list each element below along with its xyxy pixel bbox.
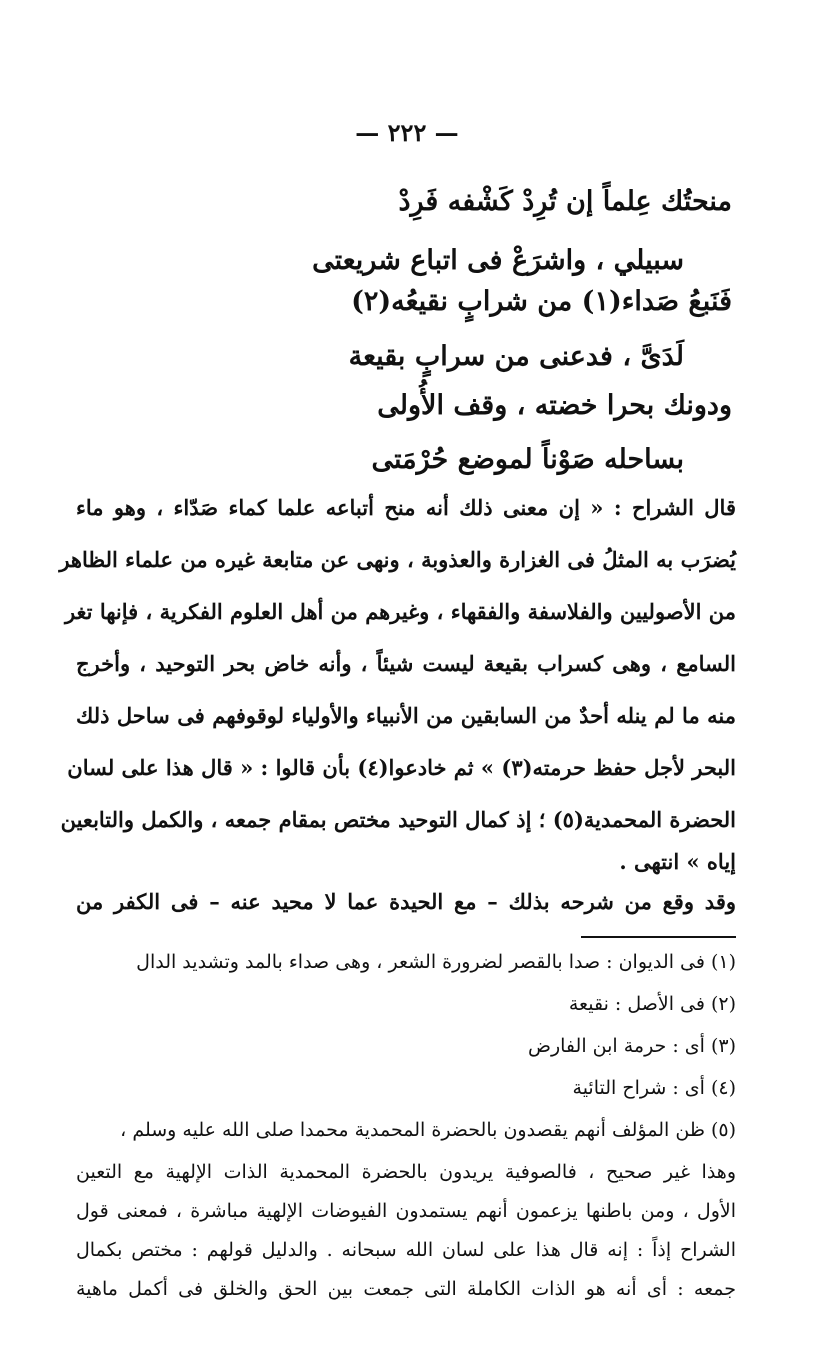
commentary-line: من الأصوليين والفلاسفة والفقهاء ، وغيرهم من أهل العلوم الفكرية ، فإنها تغر: [64, 599, 736, 624]
footnote-text: أى : شراح التائية: [572, 1077, 705, 1099]
footnote-number: (٣): [710, 1035, 736, 1057]
commentary-line: منه ما لم ينله أحدٌ من السابقين من الأنبياء والأولياء لوقوفهم فى ساحل ذلك: [76, 703, 736, 728]
footnote-number: (٢): [710, 993, 736, 1015]
verse-line: بساحله صَوْناً لموضع حُرْمَتى: [371, 444, 684, 475]
footnote: [76, 995, 736, 1014]
verse-line: ودونك بحرا خضته ، وقف الأُولى: [377, 390, 732, 421]
commentary-line: السامع ، وهى كسراب بقيعة ليست شيئاً ، وأنه خاض بحر التوحيد ، وأخرج: [76, 651, 736, 676]
footnote-continuation: وهذا غير صحيح ، فالصوفية يريدون بالحضرة المحمدية الذات الإلهية مع التعين: [76, 1161, 736, 1183]
verse-line: لَدَىَّ ، فدعنى من سرابٍ بقيعة: [348, 341, 684, 372]
footnote-text: فى الديوان : صدا بالقصر لضرورة الشعر ، وهى صداء بالمد وتشديد الدال: [136, 951, 705, 973]
verse-line: سبيلي ، واشرَعْ فى اتباع شريعتى: [312, 245, 684, 276]
verse-line: فَنَبعُ صَداء(١) من شرابٍ نقيعُه(٢): [351, 286, 732, 317]
footnote-text: أى : حرمة ابن الفارض: [527, 1035, 705, 1057]
footnote: [76, 1079, 736, 1098]
footnote-continuation: جمعه : أى أنه هو الذات الكاملة التى جمعت بين الحق والخلق فى أكمل ماهية: [76, 1278, 736, 1300]
footnote-continuation: الأول ، ومن باطنها يزعمون أنهم يستمدون الفيوضات الإلهية مباشرة ، فمعنى قول: [76, 1200, 736, 1222]
page-number: — ٢٢٢ —: [355, 118, 459, 147]
footnote-number: (٤): [710, 1077, 736, 1099]
footnote-text: فى الأصل : نقيعة: [568, 993, 705, 1015]
commentary-line: قال الشراح : « إن معنى ذلك أنه منح أتباعه علما كماء صَدّاء ، وهو ماء: [76, 495, 736, 520]
footnote: [76, 1037, 736, 1056]
footnote-divider: [581, 936, 736, 938]
footnote-number: (١): [710, 951, 736, 973]
continuation-line: وقد وقع من شرحه بذلك – مع الحيدة عما لا محيد عنه – فى الكفر من: [76, 889, 736, 914]
footnote: [76, 953, 736, 972]
commentary-line: البحر لأجل حفظ حرمته(٣) » ثم خادعوا(٤) بأن قالوا : « قال هذا على لسان: [67, 755, 736, 780]
footnote: [76, 1121, 736, 1140]
commentary-line: يُضرَب به المثلُ فى الغزارة والعذوبة ، ونهى عن متابعة غيره من علماء الظاهر: [59, 547, 736, 572]
commentary-line: الحضرة المحمدية(٥) ؛ إذ كمال التوحيد مختص بمقام جمعه ، والكمل والتابعين: [60, 807, 736, 832]
commentary-line: إياه » انتهى .: [619, 849, 736, 874]
verse-line: منحتُك عِلماً إن تُرِدْ كَشْفه فَرِدْ: [398, 186, 732, 217]
footnote-continuation: الشراح إذاً : إنه قال هذا على لسان الله سبحانه . والدليل قولهم : مختص بكمال: [76, 1239, 736, 1261]
footnote-number: (٥): [710, 1119, 736, 1141]
footnote-text: ظن المؤلف أنهم يقصدون بالحضرة المحمدية محمدا صلى الله عليه وسلم ،: [120, 1119, 705, 1141]
